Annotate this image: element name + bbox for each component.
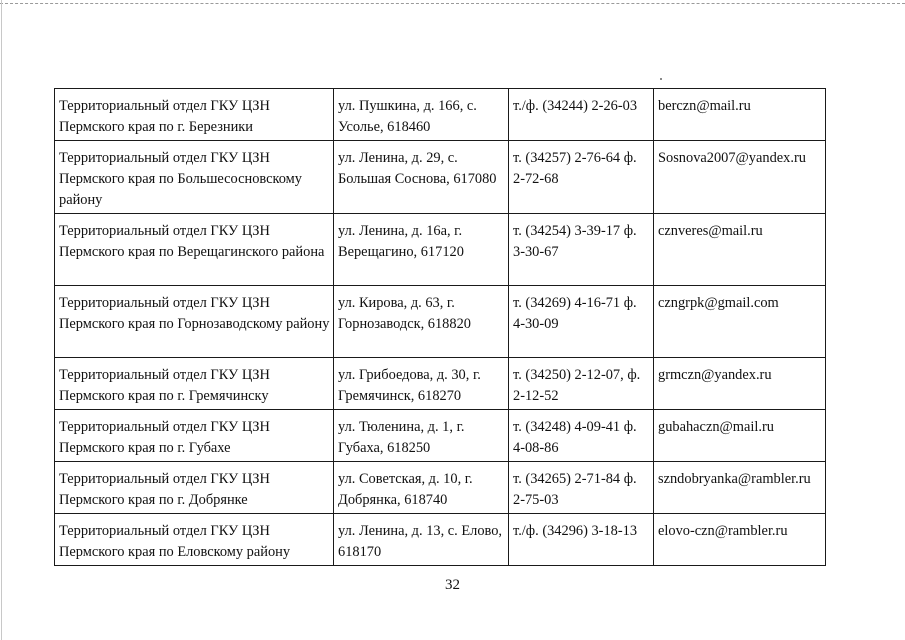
email-cell: czngrpk@gmail.com	[654, 286, 826, 358]
phone-cell: т. (34248) 4-09-41 ф. 4-08-86	[509, 410, 654, 462]
email-cell: gubahaczn@mail.ru	[654, 410, 826, 462]
email-cell: cznveres@mail.ru	[654, 214, 826, 286]
address-cell: ул. Грибоедова, д. 30, г. Гремячинск, 618270	[334, 358, 509, 410]
table-row	[55, 358, 826, 410]
phone-cell: т. (34254) 3-39-17 ф. 3-30-67	[509, 214, 654, 286]
address-cell: ул. Советская, д. 10, г. Добрянка, 618740	[334, 462, 509, 514]
phone-cell: т./ф. (34244) 2-26-03	[509, 89, 654, 141]
email-cell: grmczn@yandex.ru	[654, 358, 826, 410]
phone-cell: т. (34269) 4-16-71 ф. 4-30-09	[509, 286, 654, 358]
address-cell: ул. Пушкина, д. 166, с. Усолье, 618460	[334, 89, 509, 141]
table-row	[55, 286, 826, 358]
table-row	[55, 410, 826, 462]
contacts-table	[54, 88, 826, 566]
department-cell: Территориальный отдел ГКУ ЦЗН Пермского края по Верещагинского района	[55, 214, 334, 286]
scan-speck	[660, 78, 662, 80]
address-cell: ул. Кирова, д. 63, г. Горнозаводск, 618820	[334, 286, 509, 358]
phone-cell: т. (34257) 2-76-64 ф. 2-72-68	[509, 141, 654, 214]
table-row	[55, 462, 826, 514]
table-row	[55, 141, 826, 214]
department-cell: Территориальный отдел ГКУ ЦЗН Пермского края по г. Березники	[55, 89, 334, 141]
address-cell: ул. Ленина, д. 13, с. Елово, 618170	[334, 514, 509, 566]
email-cell: berczn@mail.ru	[654, 89, 826, 141]
address-cell: ул. Тюленина, д. 1, г. Губаха, 618250	[334, 410, 509, 462]
table-row	[55, 514, 826, 566]
department-cell: Территориальный отдел ГКУ ЦЗН Пермского края по г. Губахе	[55, 410, 334, 462]
page-number: 32	[445, 577, 460, 593]
scan-edge-top	[0, 3, 905, 4]
department-cell: Территориальный отдел ГКУ ЦЗН Пермского края по Еловскому району	[55, 514, 334, 566]
table-row	[55, 89, 826, 141]
department-cell: Территориальный отдел ГКУ ЦЗН Пермского края по Большесосновскому району	[55, 141, 334, 214]
department-cell: Территориальный отдел ГКУ ЦЗН Пермского края по г. Добрянке	[55, 462, 334, 514]
address-cell: ул. Ленина, д. 29, с. Большая Соснова, 617080	[334, 141, 509, 214]
phone-cell: т. (34250) 2-12-07, ф. 2-12-52	[509, 358, 654, 410]
phone-cell: т./ф. (34296) 3-18-13	[509, 514, 654, 566]
department-cell: Территориальный отдел ГКУ ЦЗН Пермского края по Горнозаводскому району	[55, 286, 334, 358]
email-cell: szndobryanka@rambler.ru	[654, 462, 826, 514]
address-cell: ул. Ленина, д. 16а, г. Верещагино, 617120	[334, 214, 509, 286]
table-row	[55, 214, 826, 286]
email-cell: Sosnova2007@yandex.ru	[654, 141, 826, 214]
email-cell: elovo-czn@rambler.ru	[654, 514, 826, 566]
phone-cell: т. (34265) 2-71-84 ф. 2-75-03	[509, 462, 654, 514]
department-cell: Территориальный отдел ГКУ ЦЗН Пермского края по г. Гремячинску	[55, 358, 334, 410]
scan-edge-left	[1, 0, 2, 640]
